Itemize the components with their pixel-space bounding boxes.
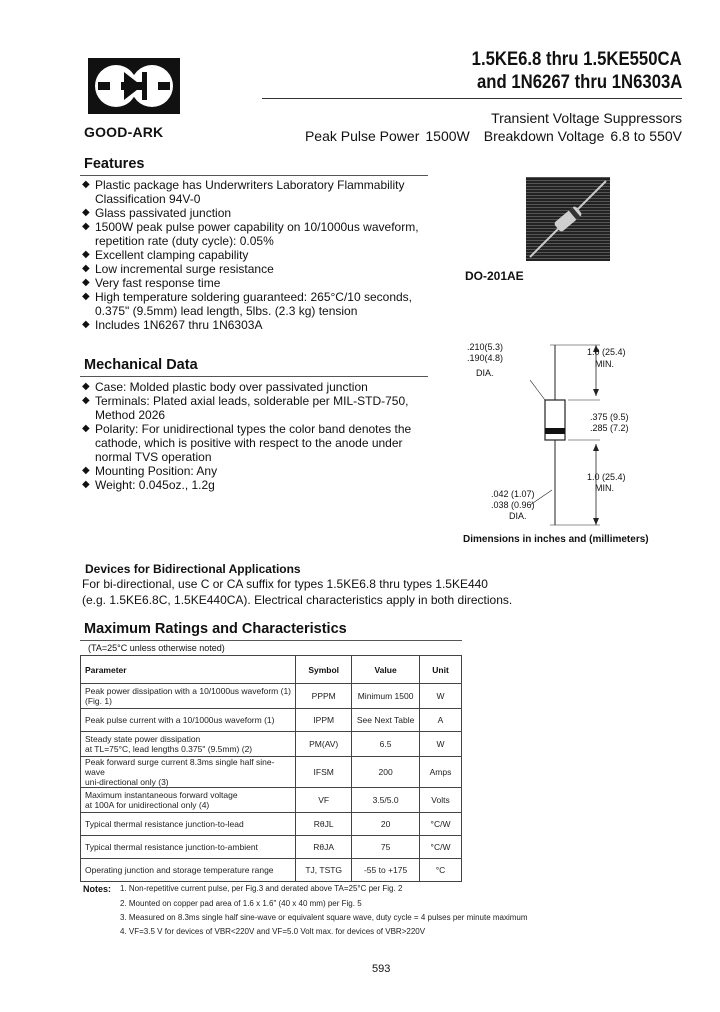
subtitle: Transient Voltage Suppressors (491, 110, 682, 126)
ratings-table (80, 655, 462, 882)
brand-logo (88, 58, 180, 114)
table-row (81, 757, 462, 788)
brand-name: GOOD-ARK (84, 124, 164, 140)
cell-symbol: IFSM (296, 757, 352, 788)
cell-value: 3.5/5.0 (352, 788, 420, 813)
ratings-title: Maximum Ratings and Characteristics (84, 621, 347, 637)
list-item: ◆ Low incremental surge resistance (82, 262, 274, 276)
diamond-bullet-icon: ◆ (82, 249, 90, 260)
cell-parameter: Operating junction and storage temperature range (81, 859, 296, 882)
cell-symbol: IPPM (296, 709, 352, 732)
list-item: ◆ Case: Molded plastic body over passivated junction (82, 380, 368, 394)
col-symbol: Symbol (296, 656, 352, 684)
dim-lead-len-top: 1.0 (25.4) (587, 347, 626, 357)
cell-value: -55 to +175 (352, 859, 420, 882)
list-item: ◆ Mounting Position: Any (82, 464, 218, 478)
dim-body-len-max: .375 (9.5) (590, 412, 629, 422)
features-list (82, 178, 422, 332)
cell-value: 75 (352, 836, 420, 859)
breakdown-label: Breakdown Voltage (483, 128, 605, 144)
cell-unit: W (420, 732, 462, 757)
cell-unit: Volts (420, 788, 462, 813)
table-row (81, 709, 462, 732)
dim-lead-len-bottom: 1.0 (25.4) (587, 472, 626, 482)
col-unit: Unit (420, 656, 462, 684)
table-row (81, 684, 462, 709)
cell-value: 6.5 (352, 732, 420, 757)
cell-value: See Next Table (352, 709, 420, 732)
diamond-bullet-icon: ◆ (82, 291, 90, 302)
mechanical-list (82, 380, 422, 492)
diamond-bullet-icon: ◆ (82, 179, 90, 190)
header-divider (262, 98, 682, 99)
diamond-bullet-icon: ◆ (82, 277, 90, 288)
cell-symbol: VF (296, 788, 352, 813)
peak-pulse-value: 1500W (425, 128, 470, 144)
cell-parameter: Peak pulse current with a 10/1000us waveform (1) (81, 709, 296, 732)
title-line-2: and 1N6267 thru 1N6303A (476, 72, 682, 93)
table-row (81, 813, 462, 836)
dimension-caption: Dimensions in inches and (millimeters) (463, 534, 649, 545)
list-item: ◆ Excellent clamping capability (82, 248, 249, 262)
diamond-bullet-icon: ◆ (82, 395, 90, 406)
cell-parameter: Peak power dissipation with a 10/1000us waveform (1) (Fig. 1) (81, 684, 296, 709)
cell-parameter: Maximum instantaneous forward voltage at 100A for unidirectional only (4) (81, 788, 296, 813)
list-item: ◆ Plastic package has Underwriters Laboratory Flammability Classification 94V-0 (82, 178, 405, 206)
cell-parameter: Typical thermal resistance junction-to-ambient (81, 836, 296, 859)
diamond-bullet-icon: ◆ (82, 319, 90, 330)
table-row (81, 732, 462, 757)
diamond-bullet-icon: ◆ (82, 465, 90, 476)
dim-lead-dia-max: .042 (1.07) (491, 489, 535, 499)
cell-parameter: Typical thermal resistance junction-to-lead (81, 813, 296, 836)
mechanical-divider (80, 376, 428, 377)
cell-value: 200 (352, 757, 420, 788)
cell-unit: °C/W (420, 836, 462, 859)
list-item: ◆ 1500W peak pulse power capability on 10/1000us waveform, repetition rate (duty cycle): 0.05% (82, 220, 419, 248)
diamond-bullet-icon: ◆ (82, 423, 90, 434)
breakdown-value: 6.8 to 550V (610, 128, 682, 144)
note-item: 2. Mounted on copper pad area of 1.6 x 1.6" (40 x 40 mm) per Fig. 5 (120, 899, 362, 908)
note-item: 1. Non-repetitive current pulse, per Fig.3 and derated above TA=25°C per Fig. 2 (120, 884, 403, 893)
peak-pulse-label: Peak Pulse Power (304, 128, 420, 144)
diamond-bullet-icon: ◆ (82, 381, 90, 392)
diamond-bullet-icon: ◆ (82, 221, 90, 232)
list-item: ◆ Weight: 0.045oz., 1.2g (82, 478, 215, 492)
note-item: 3. Measured on 8.3ms single half sine-wave or equivalent square wave, duty cycle = 4 pulses per minute maximum (120, 913, 528, 922)
cell-symbol: RθJL (296, 813, 352, 836)
page-number: 593 (372, 963, 391, 975)
key-specs (305, 128, 682, 144)
bidirectional-text-2: (e.g. 1.5KE6.8C, 1.5KE440CA). Electrical characteristics apply in both directions. (82, 593, 513, 607)
note-item: 4. VF=3.5 V for devices of VBR<220V and VF=5.0 Volt max. for devices of VBR>220V (120, 927, 426, 936)
table-row (81, 859, 462, 882)
cell-symbol: PM(AV) (296, 732, 352, 757)
cell-unit: A (420, 709, 462, 732)
cell-unit: Amps (420, 757, 462, 788)
cell-unit: °C (420, 859, 462, 882)
dim-body-dia-label: DIA. (476, 368, 494, 378)
dim-lead-dia-label: DIA. (509, 511, 527, 521)
cell-parameter: Steady state power dissipation at TL=75°C, lead lengths 0.375" (9.5mm) (2) (81, 732, 296, 757)
cell-symbol: RθJA (296, 836, 352, 859)
notes-label: Notes: (83, 884, 112, 894)
dim-lead-dia-min: .038 (0.96) (491, 500, 535, 510)
cell-symbol: PPPM (296, 684, 352, 709)
list-item: ◆ Polarity: For unidirectional types the color band denotes the cathode, which is positive with respect to the anode under normal TVS operation (82, 422, 412, 464)
cell-value: Minimum 1500 (352, 684, 420, 709)
col-value: Value (352, 656, 420, 684)
bidirectional-text-1: For bi-directional, use C or CA suffix for types 1.5KE6.8 thru types 1.5KE440 (82, 577, 488, 591)
cell-value: 20 (352, 813, 420, 836)
ratings-divider (80, 640, 462, 641)
diamond-bullet-icon: ◆ (82, 263, 90, 274)
package-photo (526, 177, 610, 261)
list-item: ◆ Glass passivated junction (82, 206, 232, 220)
features-divider (80, 175, 428, 176)
axial-diode-icon (526, 177, 610, 261)
table-header-row (81, 656, 462, 684)
cell-symbol: TJ, TSTG (296, 859, 352, 882)
list-item: ◆ High temperature soldering guaranteed: 265°C/10 seconds, 0.375" (9.5mm) lead length, 5lbs. (2.3 kg) tension (82, 290, 412, 318)
ratings-conditions: (TA=25°C unless otherwise noted) (88, 643, 225, 653)
dim-body-dia-min: .190(4.8) (467, 353, 504, 363)
col-parameter: Parameter (81, 656, 296, 684)
list-item: ◆ Includes 1N6267 thru 1N6303A (82, 318, 263, 332)
dim-body-len-min: .285 (7.2) (590, 423, 629, 433)
mechanical-title: Mechanical Data (84, 357, 198, 373)
bidirectional-title: Devices for Bidirectional Applications (85, 562, 301, 576)
features-title: Features (84, 156, 145, 172)
table-row (81, 788, 462, 813)
title-line-1: 1.5KE6.8 thru 1.5KE550CA (471, 49, 682, 70)
list-item: ◆ Very fast response time (82, 276, 221, 290)
cell-parameter: Peak forward surge current 8.3ms single half sine-wave uni-directional only (3) (81, 757, 296, 788)
package-name: DO-201AE (465, 269, 524, 283)
diamond-bullet-icon: ◆ (82, 479, 90, 490)
cell-unit: °C/W (420, 813, 462, 836)
cell-unit: W (420, 684, 462, 709)
dim-body-dia-max: .210(5.3) (467, 342, 504, 352)
dim-lead-len-top-min: MIN. (595, 359, 614, 369)
dim-lead-len-bottom-min: MIN. (595, 483, 614, 493)
table-row (81, 836, 462, 859)
diamond-bullet-icon: ◆ (82, 207, 90, 218)
diode-logo-icon (88, 58, 180, 114)
list-item: ◆ Terminals: Plated axial leads, solderable per MIL-STD-750, Method 2026 (82, 394, 409, 422)
